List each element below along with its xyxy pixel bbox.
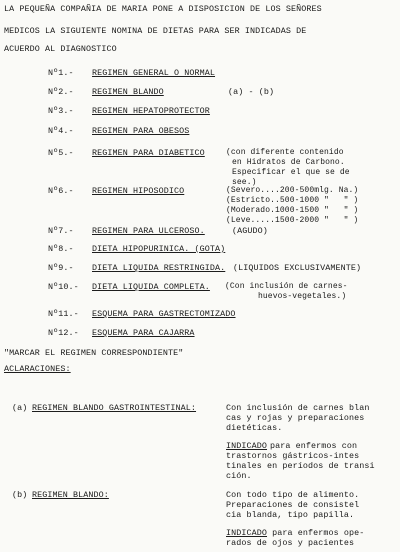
diet-num: Nº1.- xyxy=(48,68,74,78)
diet-extra: (AGUDO) xyxy=(232,226,268,236)
diet-extra: (LIQUIDOS EXCLUSIVAMENTE) xyxy=(233,263,362,273)
clarification-indicated: tinales en períodos de transi xyxy=(226,461,375,471)
clarification-desc: Con todo tipo de alimento. xyxy=(226,490,360,500)
clarification-title: REGIMEN BLANDO: xyxy=(32,490,109,500)
indicated-word: INDICADO xyxy=(226,441,268,451)
diet-num: Nº3.- xyxy=(48,106,74,116)
diet-note: see.) xyxy=(232,178,257,187)
clarification-label: (b) xyxy=(12,490,28,500)
diet-note: (Moderado.1000-1500 " " ) xyxy=(226,206,359,215)
diet-num: Nº6.- xyxy=(48,186,74,196)
clarifications-title: ACLARACIONES: xyxy=(4,364,71,374)
clarification-desc: Con inclusión de carnes blan xyxy=(226,403,370,413)
clarification-desc: cia blanda, tipo papilla. xyxy=(226,510,355,520)
clarification-desc: dietéticas. xyxy=(226,423,283,433)
diet-num: Nº10.- xyxy=(48,282,79,292)
diet-note: Especificar el que se de xyxy=(232,168,350,177)
diet-name: REGIMEN HEPATOPROTECTOR xyxy=(92,106,210,116)
diet-name: ESQUEMA PARA CAJARRA xyxy=(92,328,195,338)
clarification-title: REGIMEN BLANDO GASTROINTESTINAL: xyxy=(32,403,197,413)
clarification-indicated: rados de ojos y pacientes xyxy=(226,538,355,548)
diet-note: (Severo....200-500mlg. Na.) xyxy=(226,186,359,195)
diet-num: Nº4.- xyxy=(48,126,74,136)
diet-note: en Hidratos de Carbono. xyxy=(232,158,345,167)
intro-line-2: MEDICOS LA SIGUIENTE NOMINA DE DIETAS PARA SER INDICADAS DE xyxy=(4,26,307,36)
diet-name: REGIMEN PARA DIABETICO xyxy=(92,148,205,158)
diet-name: REGIMEN PARA OBESOS xyxy=(92,126,190,136)
diet-num: Nº2.- xyxy=(48,87,74,97)
diet-note: (Leve.....1500-2000 " " ) xyxy=(226,216,359,225)
diet-note: (Estricto..500-1000 " " ) xyxy=(226,196,359,205)
clarification-label: (a) xyxy=(12,403,28,413)
indicated-word: INDICADO xyxy=(226,528,268,538)
diet-name: DIETA LIQUIDA COMPLETA. xyxy=(92,282,210,292)
clarification-indicated: ción. xyxy=(226,471,252,481)
diet-num: Nº9.- xyxy=(48,263,74,273)
diet-name: REGIMEN BLANDO xyxy=(92,87,164,97)
diet-num: Nº11.- xyxy=(48,309,79,319)
clarification-indicated: para enfermos con xyxy=(270,441,358,451)
clarification-indicated: trastornos gástricos-intes xyxy=(226,451,360,461)
diet-name: REGIMEN GENERAL O NORMAL xyxy=(92,68,216,78)
diet-num: Nº12.- xyxy=(48,328,79,338)
diet-note: huevos-vegetales.) xyxy=(258,292,347,301)
diet-note: (Con inclusión de carnes- xyxy=(225,282,348,291)
diet-name: REGIMEN HIPOSODICO xyxy=(92,186,185,196)
intro-line-1: LA PEQUEÑA COMPAÑIA DE MARIA PONE A DISPOSICION DE LOS SEÑORES xyxy=(4,4,322,14)
diet-extra: (a) - (b) xyxy=(228,87,275,97)
diet-num: Nº8.- xyxy=(48,244,74,254)
clarification-indicated: para enfermos ope- xyxy=(267,528,365,538)
diet-name: DIETA HIPOPURINICA. (GOTA) xyxy=(92,244,226,254)
clarification-desc: Preparaciones de consistel xyxy=(226,500,360,510)
diet-name: REGIMEN PARA ULCEROSO. xyxy=(92,226,205,236)
diet-name: ESQUEMA PARA GASTRECTOMIZADO xyxy=(92,309,236,319)
diet-name: DIETA LIQUIDA RESTRINGIDA. xyxy=(92,263,226,273)
clarification-desc: cas y rojas y preparaciones xyxy=(226,413,365,423)
intro-line-3: ACUERDO AL DIAGNOSTICO xyxy=(4,44,117,54)
diet-num: Nº7.- xyxy=(48,226,74,236)
mark-note: "MARCAR EL REGIMEN CORRESPONDIENTE" xyxy=(4,348,184,358)
diet-note: (con diferente contenido xyxy=(226,148,344,157)
diet-num: Nº5.- xyxy=(48,148,74,158)
